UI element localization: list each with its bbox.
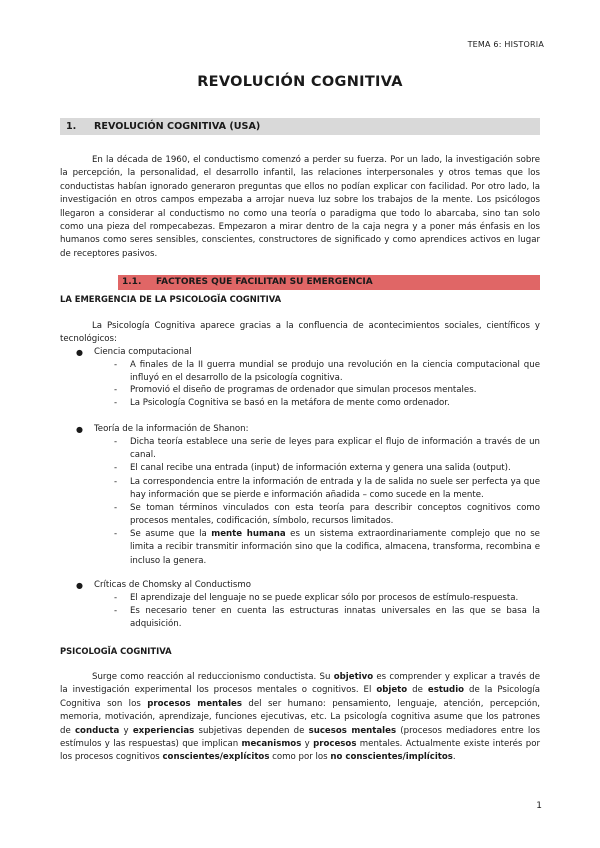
bullet-label: Teoría de la información de Shanon: xyxy=(94,424,249,434)
section-number: 1.1. xyxy=(122,277,142,287)
dash-icon: - xyxy=(114,385,118,395)
psicologia-cognitiva-paragraph: Surge como reacción al reduccionismo conductista. Su objetivo es comprender y explicar a través de la investigación experimental los procesos mentales o cognitivos. El objeto de estudio de la Psicología Cognitiva son los procesos mentales del ser humano: pensamiento, lenguaje, atención, percepción, memoria, motivación, aprendizaje, funciones ejecutivas, etc. La psicología cognitiva asume que los patrones de conducta y experiencias subjetivas dependen de sucesos mentales (procesos mediadores entre los estímulos y las respuestas) que implican mecanismos y procesos mentales. Actualmente existe interés por los procesos cognitivos conscientes/explícitos como por los no conscientes/implícitos. xyxy=(60,672,541,763)
dash-icon: - xyxy=(114,606,118,616)
emergencia-paragraph: La Psicología Cognitiva aparece gracias a la confluencia de acontecimientos sociales, científicos y tecnológicos: xyxy=(60,321,540,345)
dash-icon: - xyxy=(114,360,118,370)
header-tag: TEMA 6: HISTORIA xyxy=(467,40,544,49)
dash-icon: - xyxy=(114,477,118,487)
list-item-text: El aprendizaje del lenguaje no se puede explicar sólo por procesos de estímulo-respuesta. xyxy=(130,593,519,603)
dash-icon: - xyxy=(114,463,118,473)
list-item-text: La correspondencia entre la información de entrada y la de salida no suele ser perfecta ya que hay información que se pierde e información añadida – como sucede en la mente. xyxy=(130,477,540,501)
intro-paragraph: En la década de 1960, el conductismo comenzó a perder su fuerza. Por un lado, la investigación sobre la percepción, la personalidad, el desarrollo infantil, las relaciones interpersonales y otros temas que los conductistas habían ignorado generaron preguntas que ellos no podían explicar con facilidad. Por otro lado, la investigación en otros campos empezaba a arrojar nueva luz sobre los trabajos de la mente. Los psicólogos llegaron a considerar al conductismo no como una teoría o paradigma que todo lo abarcaba, sino tan solo como una pieza del rompecabezas. Empezaron a mirar dentro de la caja negra y a poner más énfasis en los humanos como seres sensibles, conscientes, constructores de significado y como aprendices activos en lugar de receptores pasivos. xyxy=(60,155,540,259)
list-item-text: A finales de la II guerra mundial se produjo una revolución en la ciencia computacional que influyó en el desarrollo de la psicología cognitiva. xyxy=(130,360,540,384)
list-item-text: Promovió el diseño de programas de ordenador que simulan procesos mentales. xyxy=(130,385,477,395)
bullet-label: Ciencia computacional xyxy=(94,347,192,357)
subheading-emergencia: LA EMERGENCIA DE LA PSICOLOGĬA COGNITIVA xyxy=(60,294,282,304)
list-item-text: Dicha teoría establece una serie de leyes para explicar el flujo de información a través de un canal. xyxy=(130,437,540,461)
dash-icon: - xyxy=(114,437,118,447)
document-title: REVOLUCIÓN COGNITIVA xyxy=(197,74,403,90)
dash-icon: - xyxy=(114,503,118,513)
bullet-label: Críticas de Chomsky al Conductismo xyxy=(94,580,251,590)
bullet-icon: ● xyxy=(76,425,83,434)
section-number: 1. xyxy=(66,121,77,132)
list-item-text: El canal recibe una entrada (input) de información externa y genera una salida (output). xyxy=(130,463,511,473)
dash-icon: - xyxy=(114,398,118,408)
section-heading-1-1 xyxy=(118,275,540,290)
bullet-icon: ● xyxy=(76,581,83,590)
page-number: 1 xyxy=(536,801,542,811)
list-item-text: Se toman términos vinculados con esta teoría para describir conceptos cognitivos como procesos mentales, codificación, símbolo, recursos limitados. xyxy=(130,503,540,527)
section-heading-1 xyxy=(60,118,540,135)
list-item-text: Se asume que la mente humana es un sistema extraordinariamente complejo que no se limita a recibir transmitir información sino que la codifica, almacena, transforma, recombina e incluso la genera. xyxy=(130,529,540,566)
subheading-psicologia-cognitiva: PSICOLOGĬA COGNITIVA xyxy=(60,646,172,656)
bullet-icon: ● xyxy=(76,348,83,357)
section-title: FACTORES QUE FACILITAN SU EMERGENCIA xyxy=(156,277,373,287)
list-item-text: Es necesario tener en cuenta las estructuras innatas universales en las que se basa la adquisición. xyxy=(130,606,540,630)
dash-icon: - xyxy=(114,529,118,539)
dash-icon: - xyxy=(114,593,118,603)
list-item-text: La Psicología Cognitiva se basó en la metáfora de mente como ordenador. xyxy=(130,398,450,408)
section-title: REVOLUCIÓN COGNITIVA (USA) xyxy=(94,121,261,132)
